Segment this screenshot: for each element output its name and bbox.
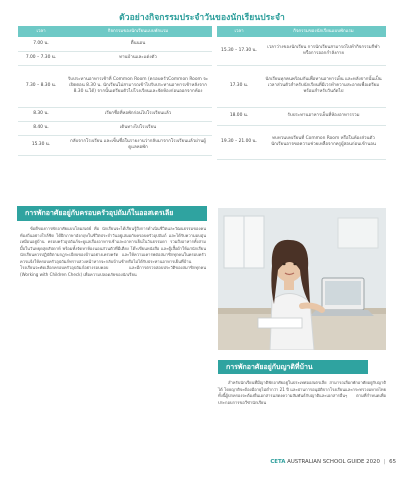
table-row	[18, 51, 212, 65]
schedule-table-left	[18, 26, 212, 156]
schedule-table-right	[217, 26, 386, 160]
table-row	[18, 107, 212, 121]
activity-column-header: กิจกรรมของนักเรียนแบบพักแรม	[64, 26, 212, 37]
time-cell: 19.30 – 21.00 น.	[217, 125, 261, 159]
page-number: 65	[389, 459, 396, 465]
time-column-header: เวลา	[217, 26, 261, 37]
activity-cell: กลับจากโรงเรียน และเซ็นชื่อในรายงานว่ากลับมาจากโรงเรียนแล้วผ่านผู้ดูแลหอพัก	[64, 135, 212, 155]
activity-cell: เดินทางไปโรงเรียน	[64, 121, 212, 135]
table-row	[18, 135, 212, 155]
activity-column-header: กิจกรรมของนักเรียนแบบพักแรม	[261, 26, 386, 37]
time-cell: 18.00 น.	[217, 107, 261, 125]
footer-separator: |	[383, 459, 386, 465]
page-title: ตัวอย่างกิจกรรมประจำวันของนักเรียนประจำ	[119, 13, 285, 23]
time-cell: 7.30 – 8.30 น.	[18, 65, 64, 107]
time-cell: 8.40 น.	[18, 121, 64, 135]
table-row	[18, 37, 212, 51]
table-header-row	[18, 26, 212, 37]
table-row	[18, 65, 212, 107]
homestay-section-heading: การพักอาศัยอยู่กับครอบครัวอุปถัมภ์ในออสเตรเลีย	[17, 206, 207, 221]
activity-cell: ทบทวนบทเรียนที่ Common Room หรือในห้องส่วนตัว นักเรียนอาจขอความช่วยเหลือจากครูผู้สอนก่อนเข้านอน	[261, 125, 386, 159]
footer-brand: CETA	[270, 459, 286, 465]
activity-cell: ทานบ้านและแต่งตัว	[64, 51, 212, 65]
photo-illustration	[218, 208, 386, 350]
activity-cell: ตื่นนอน	[64, 37, 212, 51]
table-row	[18, 121, 212, 135]
time-cell: 8.30 น.	[18, 107, 64, 121]
footer-publication: AUSTRALIAN SCHOOL GUIDE 2020	[287, 459, 380, 465]
activity-cell: เรียกชื่อที่หอพักก่อนไปโรงเรียนแล้ว	[64, 107, 212, 121]
relatives-section-heading: การพักอาศัยอยู่กับญาติที่บ้าน	[218, 360, 368, 374]
homestay-body-text: ข้อดีของการพักอาศัยแบบโฮมสเตย์ คือ นักเรียนจะได้เรียนรู้ถึงการดำเนินชีวิตและวัฒนธรรมของคนท้องถิ่นอย่างใกล้ชิด ได้ฝึกภาษาอังกฤษในชีวิตประจำวันอยู่เสมอกับครอบครัวอุปถัมภ์ และได้รับความอบอุ่นเหมือนอยู่บ้าน ครอบครัวอุปถัมภ์จะดูแลเรื่องอาหารเช้าและอาหารเย็นในวันธรรมดา รวมถึงอาหารทั้งสามมื้อในวันหยุดสุดสัปดาห์ พร้อมทั้งจัดหาห้องนอนส่วนตัวที่มีเตียง โต๊ะเขียนหนังสือ และตู้เสื้อผ้าให้แก่นักเรียน นักเรียนควรปฏิบัติตามกฎระเบียบของบ้านอย่างเคร่งครัด และให้ความเคารพต่อสมาชิกทุกคนในครอบครัว ควรแจ้งให้ครอบครัวอุปถัมภ์ทราบล่วงหน้าหากจะกลับบ้านช้าหรือไม่ได้รับประทานอาหารเย็นที่บ้าน โรงเรียนจะคัดเลือกครอบครัวอุปถัมภ์อย่างรอบคอบ และมีการตรวจสอบประวัติของสมาชิกทุกคน (Working with Children Check) เพื่อความปลอดภัยของนักเรียน	[20, 226, 206, 277]
activity-cell: รับประทานอาหารเย็นที่ห้องอาหารรวม	[261, 107, 386, 125]
time-cell: 15.30 – 17.30 น.	[217, 37, 261, 65]
table-row	[217, 107, 386, 125]
table-header-row	[217, 26, 386, 37]
table-row	[217, 125, 386, 159]
student-studying-photo	[218, 208, 386, 350]
time-cell: 7.00 น.	[18, 37, 64, 51]
time-cell: 7.00 – 7.30 น.	[18, 51, 64, 65]
activity-cell: รับประทานอาหารเช้าที่ Common Room (ครอบครัวCommon Room จะเปิดตอน 8.30 น. นักเรียนไม่สามารถเข้าไปรับประทานอาหารเช้าหลังจาก 8.30 น.ได้) จากนั้นเตรียมตัวไปโรงเรียนและจัดห้องก่อนออกจากห้อง	[64, 65, 212, 107]
page-footer	[0, 459, 396, 465]
time-cell: 17.30 น.	[217, 65, 261, 107]
table-row	[217, 37, 386, 65]
activity-cell: เวลาว่างของนักเรียน การนักเรียนสามารถไปทำกิจกรรมกีฬาหรือการออกกำลังกาย	[261, 37, 386, 65]
table-row	[217, 65, 386, 107]
time-column-header: เวลา	[18, 26, 64, 37]
time-cell: 15.30 น.	[18, 135, 64, 155]
activity-cell: นักเรียนทุกคนพร้อมกันเพื่อทานอาหารเย็น และหลังจากนั้นเป็นเวลาส่วนตัวสำหรับนักเรียนที่มีเวรทำความสะอาดเพื่อเตรียมพร้อมสำหรับวันถัดไป	[261, 65, 386, 107]
relatives-body-text: สำหรับนักเรียนที่มีญาติพักอาศัยอยู่ในประเทศออสเตรเลีย สามารถเลือกพักอาศัยอยู่กับญาติได้ โดยญาติจะต้องมีอายุไม่ต่ำกว่า 21 ปี และผ่านการอนุมัติจากโรงเรียนและกระทรวงมหาดไทย ทั้งนี้ผู้ปกครองจะต้องยื่นเอกสารแสดงความสัมพันธ์กับญาติและเอกสารอื่นๆ ตามที่กำหนดเพื่อประกอบการขอวีซ่านักเรียน	[218, 380, 386, 405]
